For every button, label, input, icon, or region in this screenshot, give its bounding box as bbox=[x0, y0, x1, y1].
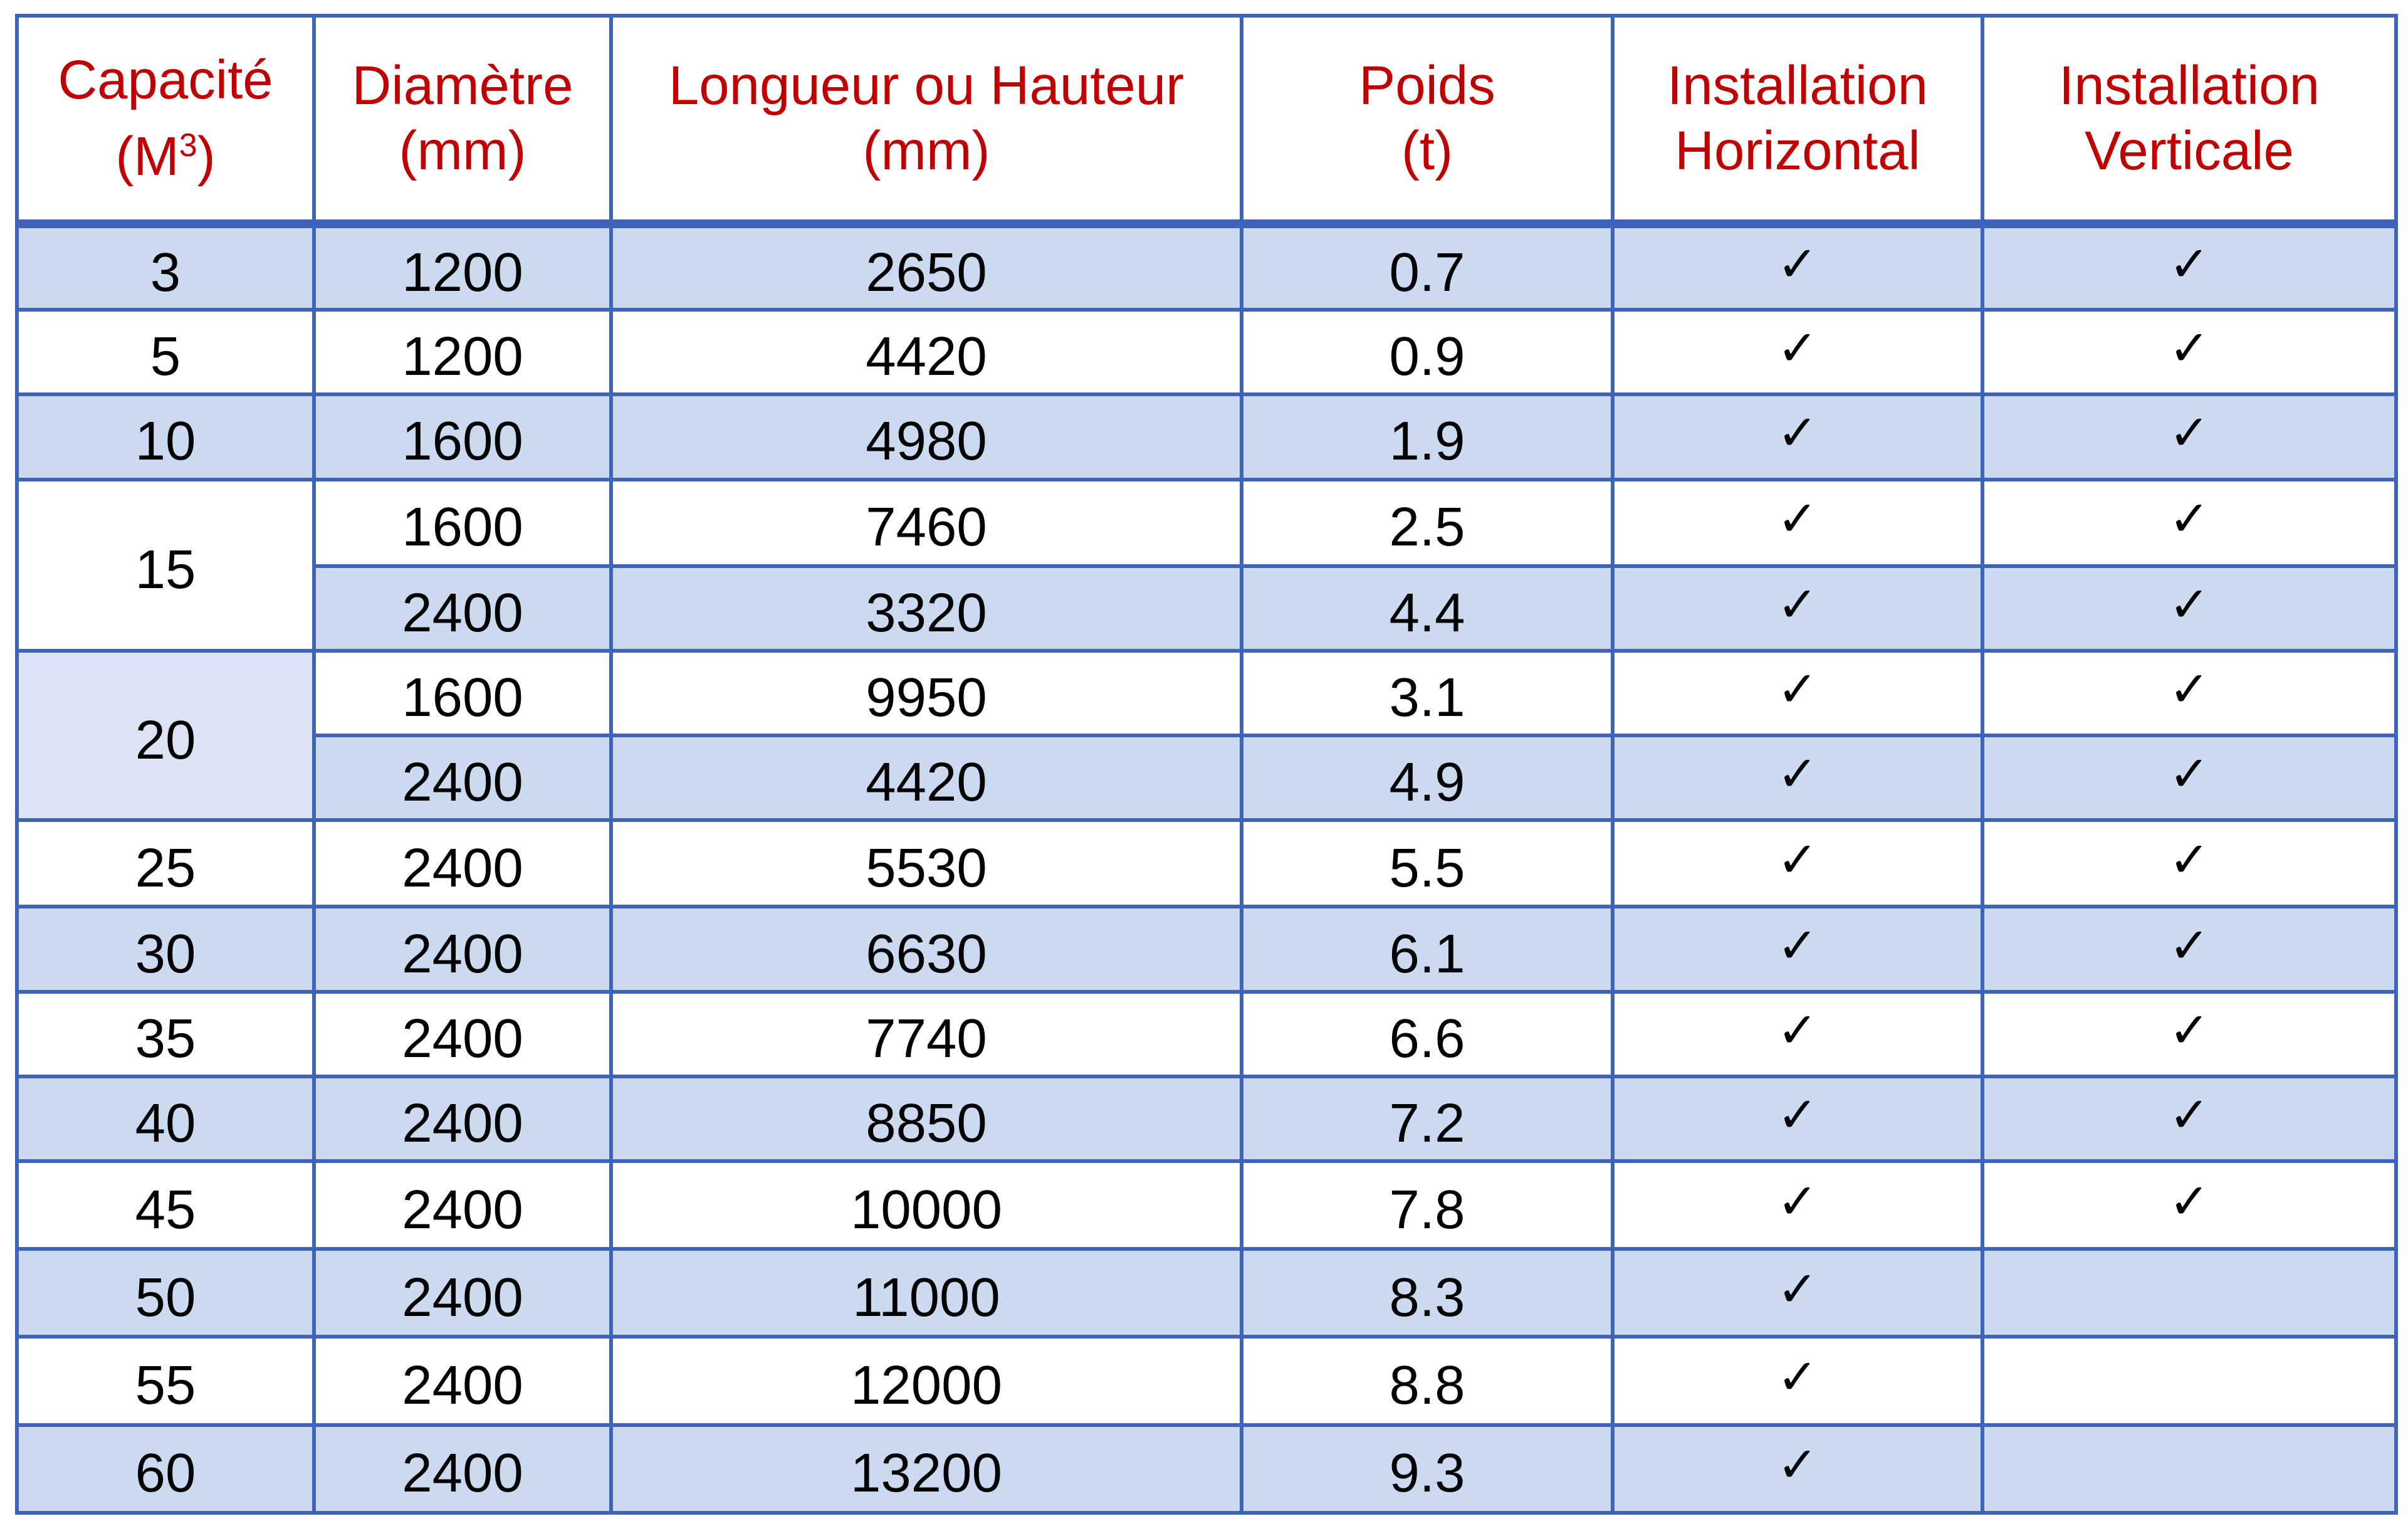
longueur-cell: 4420 bbox=[611, 310, 1242, 394]
installation-horizontal-cell bbox=[1613, 735, 1982, 820]
poids-cell: 8.3 bbox=[1242, 1249, 1613, 1337]
header-poids-line2: (t) bbox=[1401, 120, 1453, 181]
capacite-cell: 3 bbox=[17, 224, 314, 310]
installation-verticale-cell bbox=[1982, 907, 2396, 991]
table-row bbox=[17, 651, 2396, 735]
diametre-cell: 2400 bbox=[314, 1249, 611, 1337]
check-icon: ✓ bbox=[1777, 405, 1818, 462]
diametre-cell: 1200 bbox=[314, 310, 611, 394]
poids-cell: 4.9 bbox=[1242, 735, 1613, 820]
check-icon: ✓ bbox=[2169, 831, 2210, 888]
check-icon: ✓ bbox=[1777, 917, 1818, 974]
header-capacite-unit-end: ) bbox=[197, 126, 216, 187]
capacite-cell: 30 bbox=[17, 907, 314, 991]
table-row bbox=[17, 1076, 2396, 1161]
poids-cell: 6.6 bbox=[1242, 992, 1613, 1076]
capacite-cell: 5 bbox=[17, 310, 314, 394]
header-horizontal-line1: Installation bbox=[1667, 55, 1928, 116]
diametre-cell: 2400 bbox=[314, 1425, 611, 1513]
capacite-cell: 20 bbox=[17, 651, 314, 820]
header-longueur-line2: (mm) bbox=[862, 120, 990, 181]
capacite-cell: 60 bbox=[17, 1425, 314, 1513]
check-icon: ✓ bbox=[1777, 1173, 1818, 1230]
check-icon: ✓ bbox=[1777, 576, 1818, 633]
check-icon: ✓ bbox=[2169, 1002, 2210, 1059]
check-icon: ✓ bbox=[1777, 491, 1818, 548]
diametre-cell: 2400 bbox=[314, 735, 611, 820]
installation-verticale-cell bbox=[1982, 820, 2396, 907]
poids-cell: 1.9 bbox=[1242, 394, 1613, 479]
diametre-cell: 2400 bbox=[314, 820, 611, 907]
header-longueur-line1: Longueur ou Hauteur bbox=[668, 55, 1185, 116]
diametre-cell: 2400 bbox=[314, 1161, 611, 1249]
installation-verticale-cell bbox=[1982, 992, 2396, 1076]
header-diametre-line2: (mm) bbox=[399, 120, 526, 181]
check-icon: ✓ bbox=[2169, 917, 2210, 974]
header-diametre-line1: Diamètre bbox=[352, 55, 573, 116]
check-icon: ✓ bbox=[2169, 320, 2210, 377]
table-row bbox=[17, 566, 2396, 651]
installation-verticale-cell bbox=[1982, 1161, 2396, 1249]
capacite-cell: 35 bbox=[17, 992, 314, 1076]
check-icon: ✓ bbox=[1777, 831, 1818, 888]
installation-horizontal-cell bbox=[1613, 1337, 1982, 1424]
diametre-cell: 2400 bbox=[314, 1337, 611, 1424]
poids-cell: 0.7 bbox=[1242, 224, 1613, 310]
installation-horizontal-cell bbox=[1613, 480, 1982, 566]
poids-cell: 5.5 bbox=[1242, 820, 1613, 907]
header-installation-verticale bbox=[1982, 16, 2396, 224]
installation-verticale-cell bbox=[1982, 480, 2396, 566]
header-capacite-superscript: 3 bbox=[179, 127, 197, 164]
installation-verticale-cell bbox=[1982, 735, 2396, 820]
table-row bbox=[17, 224, 2396, 310]
header-capacite-line1: Capacité bbox=[58, 50, 273, 110]
check-icon: ✓ bbox=[2169, 405, 2210, 462]
header-verticale-line2: Verticale bbox=[2085, 120, 2294, 181]
longueur-cell: 2650 bbox=[611, 224, 1242, 310]
check-icon: ✓ bbox=[2169, 1173, 2210, 1230]
longueur-cell: 12000 bbox=[611, 1337, 1242, 1424]
installation-horizontal-cell bbox=[1613, 224, 1982, 310]
diametre-cell: 1600 bbox=[314, 394, 611, 479]
installation-horizontal-cell bbox=[1613, 310, 1982, 394]
longueur-cell: 7460 bbox=[611, 480, 1242, 566]
check-icon: ✓ bbox=[2169, 236, 2210, 293]
poids-cell: 7.2 bbox=[1242, 1076, 1613, 1161]
installation-verticale-cell bbox=[1982, 224, 2396, 310]
check-icon: ✓ bbox=[1777, 1437, 1818, 1494]
header-poids bbox=[1242, 16, 1613, 224]
installation-horizontal-cell bbox=[1613, 1425, 1982, 1513]
longueur-cell: 7740 bbox=[611, 992, 1242, 1076]
installation-horizontal-cell bbox=[1613, 907, 1982, 991]
table-row bbox=[17, 480, 2396, 566]
capacite-cell: 15 bbox=[17, 480, 314, 651]
longueur-cell: 11000 bbox=[611, 1249, 1242, 1337]
diametre-cell: 2400 bbox=[314, 992, 611, 1076]
header-capacite bbox=[17, 16, 314, 224]
table-row bbox=[17, 1249, 2396, 1337]
installation-horizontal-cell bbox=[1613, 820, 1982, 907]
check-icon: ✓ bbox=[1777, 1002, 1818, 1059]
diametre-cell: 1600 bbox=[314, 480, 611, 566]
table-row bbox=[17, 735, 2396, 820]
table-row bbox=[17, 394, 2396, 479]
capacite-cell: 25 bbox=[17, 820, 314, 907]
installation-verticale-cell bbox=[1982, 651, 2396, 735]
check-icon: ✓ bbox=[2169, 661, 2210, 718]
longueur-cell: 13200 bbox=[611, 1425, 1242, 1513]
header-longueur bbox=[611, 16, 1242, 224]
table-row bbox=[17, 907, 2396, 991]
longueur-cell: 4420 bbox=[611, 735, 1242, 820]
installation-horizontal-cell bbox=[1613, 1161, 1982, 1249]
installation-verticale-cell bbox=[1982, 1337, 2396, 1424]
installation-horizontal-cell bbox=[1613, 992, 1982, 1076]
header-row bbox=[17, 16, 2396, 224]
check-icon: ✓ bbox=[2169, 746, 2210, 803]
check-icon: ✓ bbox=[1777, 746, 1818, 803]
installation-verticale-cell bbox=[1982, 1249, 2396, 1337]
capacite-cell: 55 bbox=[17, 1337, 314, 1424]
installation-horizontal-cell bbox=[1613, 1076, 1982, 1161]
check-icon: ✓ bbox=[1777, 1349, 1818, 1406]
capacite-cell: 45 bbox=[17, 1161, 314, 1249]
installation-verticale-cell bbox=[1982, 1076, 2396, 1161]
installation-verticale-cell bbox=[1982, 310, 2396, 394]
header-poids-line1: Poids bbox=[1359, 55, 1495, 116]
poids-cell: 8.8 bbox=[1242, 1337, 1613, 1424]
header-installation-horizontal bbox=[1613, 16, 1982, 224]
poids-cell: 0.9 bbox=[1242, 310, 1613, 394]
table-row bbox=[17, 1161, 2396, 1249]
check-icon: ✓ bbox=[1777, 320, 1818, 377]
header-capacite-unit: (M bbox=[115, 126, 179, 187]
installation-verticale-cell bbox=[1982, 394, 2396, 479]
longueur-cell: 4980 bbox=[611, 394, 1242, 479]
longueur-cell: 9950 bbox=[611, 651, 1242, 735]
check-icon: ✓ bbox=[1777, 1261, 1818, 1318]
check-icon: ✓ bbox=[1777, 1087, 1818, 1144]
longueur-cell: 5530 bbox=[611, 820, 1242, 907]
installation-horizontal-cell bbox=[1613, 566, 1982, 651]
diametre-cell: 2400 bbox=[314, 1076, 611, 1161]
check-icon: ✓ bbox=[2169, 1087, 2210, 1144]
table-row bbox=[17, 992, 2396, 1076]
header-capacite-line2 bbox=[19, 113, 312, 189]
diametre-cell: 1600 bbox=[314, 651, 611, 735]
poids-cell: 2.5 bbox=[1242, 480, 1613, 566]
specifications-table bbox=[15, 14, 2398, 1515]
poids-cell: 3.1 bbox=[1242, 651, 1613, 735]
poids-cell: 9.3 bbox=[1242, 1425, 1613, 1513]
table-body bbox=[17, 224, 2396, 1513]
header-horizontal-line2: Horizontal bbox=[1675, 120, 1920, 181]
check-icon: ✓ bbox=[2169, 491, 2210, 548]
table-row bbox=[17, 1337, 2396, 1424]
longueur-cell: 10000 bbox=[611, 1161, 1242, 1249]
installation-horizontal-cell bbox=[1613, 394, 1982, 479]
capacite-cell: 40 bbox=[17, 1076, 314, 1161]
installation-verticale-cell bbox=[1982, 566, 2396, 651]
check-icon: ✓ bbox=[1777, 661, 1818, 718]
capacite-cell: 10 bbox=[17, 394, 314, 479]
table-row bbox=[17, 310, 2396, 394]
diametre-cell: 2400 bbox=[314, 566, 611, 651]
installation-verticale-cell bbox=[1982, 1425, 2396, 1513]
header-verticale-line1: Installation bbox=[2059, 55, 2320, 116]
table-row bbox=[17, 1425, 2396, 1513]
longueur-cell: 6630 bbox=[611, 907, 1242, 991]
longueur-cell: 3320 bbox=[611, 566, 1242, 651]
diametre-cell: 1200 bbox=[314, 224, 611, 310]
diametre-cell: 2400 bbox=[314, 907, 611, 991]
poids-cell: 4.4 bbox=[1242, 566, 1613, 651]
poids-cell: 6.1 bbox=[1242, 907, 1613, 991]
installation-horizontal-cell bbox=[1613, 651, 1982, 735]
installation-horizontal-cell bbox=[1613, 1249, 1982, 1337]
longueur-cell: 8850 bbox=[611, 1076, 1242, 1161]
header-diametre bbox=[314, 16, 611, 224]
check-icon: ✓ bbox=[1777, 236, 1818, 293]
capacite-cell: 50 bbox=[17, 1249, 314, 1337]
poids-cell: 7.8 bbox=[1242, 1161, 1613, 1249]
check-icon: ✓ bbox=[2169, 576, 2210, 633]
table-row bbox=[17, 820, 2396, 907]
